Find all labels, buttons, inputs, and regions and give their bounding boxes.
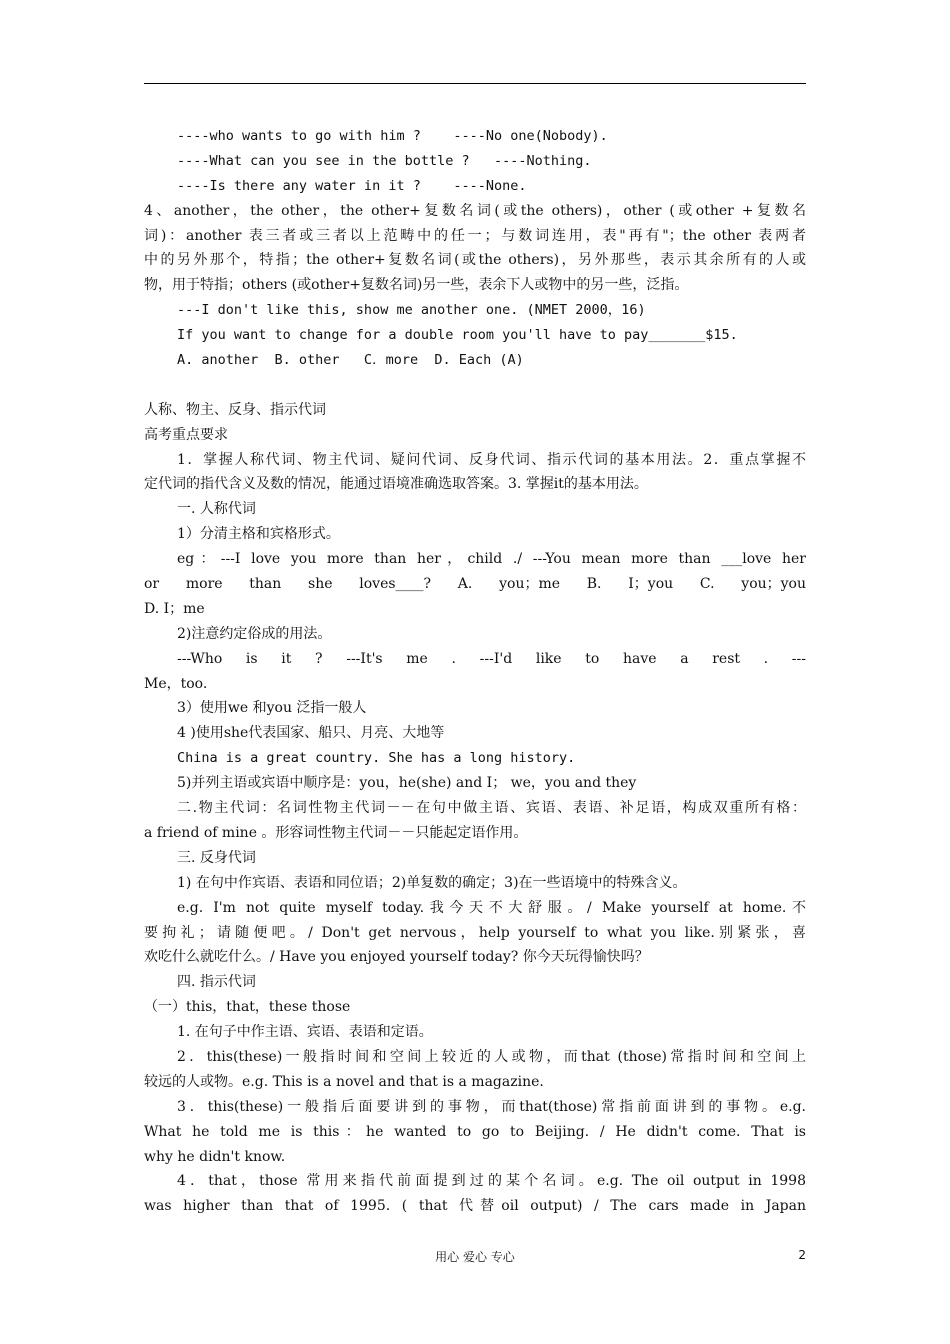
example-line: ---I don't like this, show me another one. (NMET 2000，16) [177,302,646,319]
paragraph-line: 1. 在句子中作主语、宾语、表语和定语。 [177,1024,433,1041]
section-heading: 一. 人称代词 [177,501,256,518]
paragraph-line: 词)：another 表三者或三者以上范畴中的任一；与数词连用，表"再有"；the other 表两者 [144,227,806,244]
example-line: If you want to change for a double room you'll have to pay_______$15. [177,327,738,344]
answer-options: D. I；me [144,600,205,617]
example-line: ----who wants to go with him ? ----No one(Nobody). [177,128,608,144]
paragraph-line: 2．this(these)一般指时间和空间上较近的人或物，而that (those)常指时间和空间上 [177,1048,806,1065]
example-line: eg：---I love you more than her，child ./ ---You mean more than ___love her [177,551,806,568]
paragraph-line: a friend of mine 。形容词性物主代词－－只能起定语作用。 [144,824,528,841]
answer-options: A. another B. other C．more D. Each (A) [177,352,524,369]
blank-line [144,373,806,398]
answer-options: or more than she loves____? A. you；me B. I；you C. you；you [144,576,806,593]
paragraph-line: 4．that，those 常用来指代前面提到过的某个名词。e.g. The oil output in 1998 [177,1173,806,1190]
page-number: 2 [798,1248,806,1262]
example-line: China is a great country. She has a long history. [177,750,576,767]
paragraph-line: What he told me is this：he wanted to go to Beijing. / He didn't come. That is [144,1123,806,1140]
section-subtitle: 高考重点要求 [144,426,228,443]
paragraph-line: 5)并列主语或宾语中顺序是：you，he(she) and I； we，you and they [177,775,637,792]
paragraph-line: 4 )使用she代表国家、船只、月亮、大地等 [177,725,445,742]
section-heading: 三. 反身代词 [177,849,256,866]
paragraph-line: 定代词的指代含义及数的情况，能通过语境准确选取答案。3. 掌握it的基本用法。 [144,476,648,493]
paragraph-line: 3．this(these)一般指后面要讲到的事物，而that(those)常指前面讲到的事物。e.g. [177,1098,806,1115]
paragraph-line: 中的另外那个，特指；the other+复数名词(或the others)，另外那些，表示其余所有的人或 [144,252,806,269]
paragraph-line: why he didn't know. [144,1148,286,1165]
paragraph-line: 3）使用we 和you 泛指一般人 [177,700,367,717]
paragraph-line: 1）分清主格和宾格形式。 [177,526,340,543]
subsection-heading: （一）this，that，these those [144,999,351,1016]
page-footer [144,1248,806,1268]
section-heading: 四. 指示代词 [177,974,256,991]
paragraph-line: 2)注意约定俗成的用法。 [177,625,332,642]
paragraph-line: 物，用于特指；others (或other+复数名词)另一些，表余下人或物中的另一些，泛指。 [144,277,689,294]
example-line: ----Is there any water in it ? ----None. [177,177,527,194]
paragraph-line: 1．掌握人称代词、物主代词、疑问代词、反身代词、指示代词的基本用法。2．重点掌握不 [177,451,806,468]
example-line: 欢吃什么就吃什么。/ Have you enjoyed yourself today? 你今天玩得愉快吗？ [144,949,649,966]
paragraph-line: 4、another，the other，the other+复数名词(或the others)，other (或other +复数名 [144,202,806,219]
example-line: Me，too. [144,675,208,692]
paragraph-line: 较远的人或物。e.g. This is a novel and that is a magazine. [144,1073,544,1090]
paragraph-line: 二.物主代词：名词性物主代词－－在句中做主语、宾语、表语、补足语，构成双重所有格： [177,800,806,817]
paragraph-line: was higher than that of 1995. ( that 代替oil output) / The cars made in Japan [144,1198,806,1215]
example-line: 要拘礼；请随便吧。/ Don't get nervous，help yourself to what you like.别紧张，喜 [144,924,806,941]
header-rule [144,83,806,84]
footer-text: 用心 爱心 专心 [435,1250,515,1264]
example-line: e.g. I'm not quite myself today.我今天不大舒服。/ Make yourself at home.不 [177,899,806,916]
document-body [144,124,806,1219]
paragraph-line: 1) 在句中作宾语、表语和同位语；2)单复数的确定；3)在一些语境中的特殊含义。 [177,874,687,891]
example-line: ----What can you see in the bottle ? ----Nothing. [177,152,592,169]
section-title: 人称、物主、反身、指示代词 [144,401,326,418]
example-line: ---Who is it ? ---It's me . ---I'd like to have a rest . --- [177,650,806,667]
